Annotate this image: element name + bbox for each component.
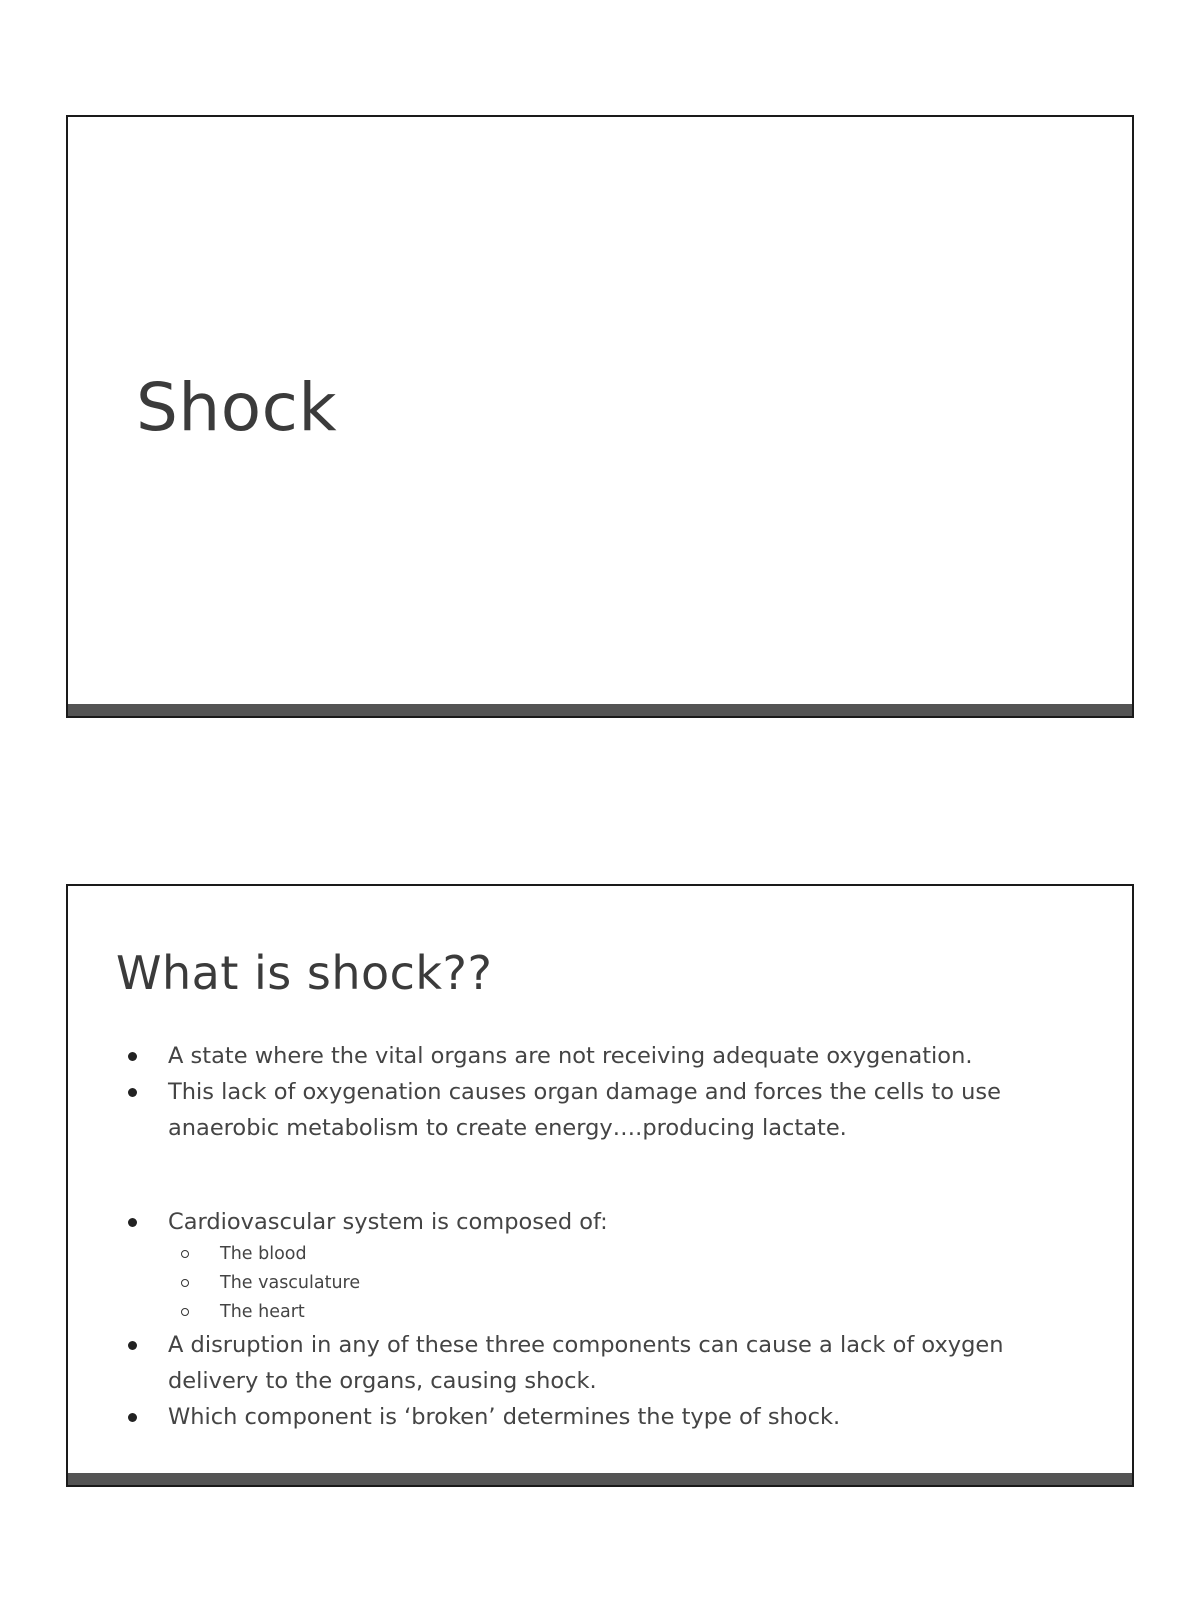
- sub-bullet-item: [120, 1240, 1100, 1269]
- slide-content: [120, 1038, 1100, 1435]
- sub-bullet-text: The heart: [220, 1302, 305, 1322]
- sub-bullet-item: [120, 1298, 1100, 1327]
- bullet-item: [120, 1327, 1100, 1399]
- bullet-item: [120, 1399, 1100, 1435]
- bullet-text: A disruption in any of these three components can cause a lack of oxygen delivery to the organs, causing shock.: [168, 1332, 1004, 1394]
- bullet-dot-icon: [128, 1218, 137, 1227]
- bullet-list: [120, 1327, 1100, 1435]
- slide-what-is-shock: [66, 884, 1134, 1487]
- bullet-item: [120, 1074, 1100, 1146]
- bullet-dot-icon: [128, 1052, 137, 1061]
- bullet-item-cardiovascular: [120, 1204, 1100, 1240]
- sub-bullet-text: The blood: [220, 1244, 307, 1264]
- bullet-dot-icon: [128, 1413, 137, 1422]
- slide-footer-bar: [68, 1473, 1132, 1485]
- bullet-dot-icon: [128, 1088, 137, 1097]
- slide-heading: What is shock??: [116, 946, 493, 1000]
- slide-title-heading: Shock: [136, 369, 338, 446]
- sub-bullet-list: [120, 1240, 1100, 1327]
- bullet-text: Cardiovascular system is composed of:: [168, 1209, 608, 1235]
- hollow-circle-icon: [181, 1308, 189, 1316]
- bullet-text: A state where the vital organs are not receiving adequate oxygenation.: [168, 1043, 973, 1069]
- bullet-text: Which component is ‘broken’ determines the type of shock.: [168, 1404, 841, 1430]
- sub-bullet-item: [120, 1269, 1100, 1298]
- hollow-circle-icon: [181, 1279, 189, 1287]
- bullet-list: [120, 1038, 1100, 1146]
- bullet-text: This lack of oxygenation causes organ damage and forces the cells to use anaerobic metabolism to create energy….producing lactate.: [168, 1079, 1001, 1141]
- spacer: [120, 1146, 1100, 1204]
- slide-footer-bar: [68, 704, 1132, 716]
- slide-title: [66, 115, 1134, 718]
- hollow-circle-icon: [181, 1250, 189, 1258]
- sub-bullet-text: The vasculature: [220, 1273, 361, 1293]
- bullet-list: [120, 1204, 1100, 1240]
- bullet-item: [120, 1038, 1100, 1074]
- bullet-dot-icon: [128, 1341, 137, 1350]
